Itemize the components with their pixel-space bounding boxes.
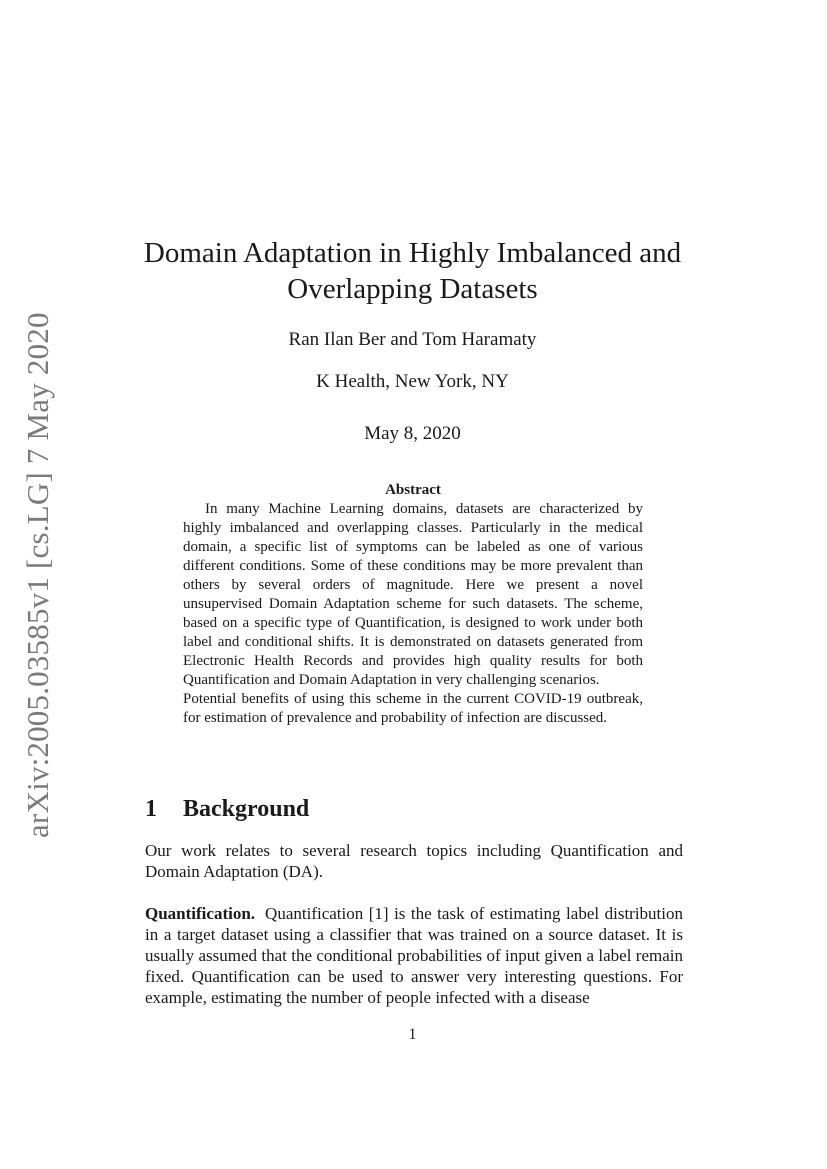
abstract-body xyxy=(183,500,643,728)
section-heading-background xyxy=(145,794,685,824)
paper-authors: Ran Ilan Ber and Tom Haramaty xyxy=(288,329,537,350)
paper-affiliation: K Health, New York, NY xyxy=(316,371,509,392)
background-intro-paragraph: Our work relates to several research topics including Quantification and Domain Adaptation (DA). xyxy=(145,841,683,881)
quantification-paragraph xyxy=(145,903,683,1008)
arxiv-identifier-stamp: arXiv:2005.03585v1 [cs.LG] 7 May 2020 xyxy=(20,312,55,838)
section-number: 1 xyxy=(145,796,157,822)
abstract-heading: Abstract xyxy=(385,482,441,498)
abstract-paragraph-1: In many Machine Learning domains, datasets are characterized by highly imbalanced and overlapping classes. Particularly in the medical domain, a specific list of symptoms can be labeled as one of various different conditions. Some of these conditions may be more prevalent than others by several orders of magnitude. Here we present a novel unsupervised Domain Adaptation scheme for such datasets. The scheme, based on a specific type of Quantification, is designed to work under both label and conditional shifts. It is demonstrated on datasets generated from Electronic Health Records and provides high quality results for both Quantification and Domain Adaptation in very challenging scenarios. xyxy=(183,501,643,688)
abstract-paragraph-2: Potential benefits of using this scheme in the current COVID-19 outbreak, for estimation of prevalence and probability of infection are discussed. xyxy=(183,691,643,726)
page-number: 1 xyxy=(408,1026,417,1043)
paper-title-line-2: Overlapping Datasets xyxy=(287,273,538,305)
paper-title xyxy=(120,235,705,307)
quantification-run-in-heading: Quantification. xyxy=(145,904,256,923)
paper-date: May 8, 2020 xyxy=(364,423,461,444)
quantification-text: Quantification [1] is the task of estimating label distribution in a target dataset using a classifier that was trained on a source dataset. It is usually assumed that the conditional probabilities of input given a label remain fixed. Quantification can be used to answer very interesting questions. For example, estimating the number of people infected with a disease xyxy=(145,904,683,1007)
section-title: Background xyxy=(183,796,310,822)
paper-title-line-1: Domain Adaptation in Highly Imbalanced and xyxy=(143,237,682,269)
